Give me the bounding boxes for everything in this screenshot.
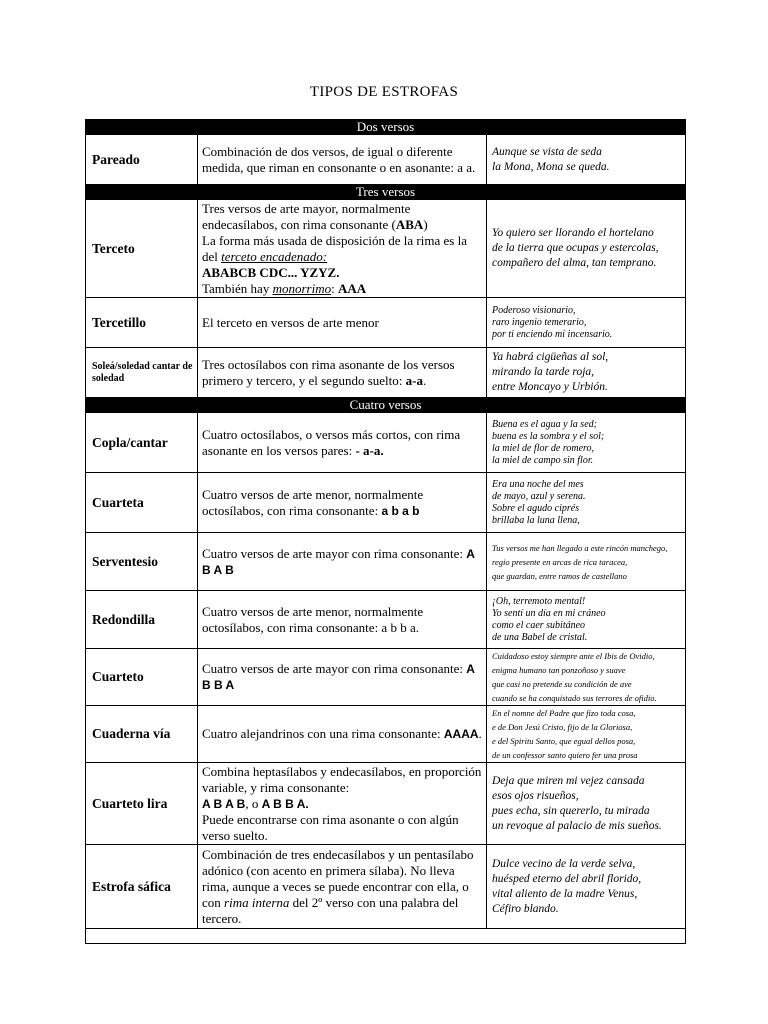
table-row-cuarteto [86, 649, 686, 706]
italic-term: rima interna [224, 894, 290, 910]
example-line: En el nomne del Padre que fizo toda cosa, [492, 708, 636, 718]
stanza-definition [198, 763, 487, 845]
example-line: esos ojos risueños, [492, 789, 579, 802]
rhyme-scheme: A B A B [202, 796, 246, 811]
definition-text: : [331, 280, 338, 296]
rhyme-scheme: AAAA [443, 727, 479, 741]
stanza-definition [198, 473, 487, 533]
stanza-definition [198, 200, 487, 298]
table-row-tercetillo [86, 298, 686, 348]
example-line: Yo quiero ser llorando el hortelano [492, 227, 654, 239]
example-line: enigma humano tan ponzoñoso y suave [492, 665, 626, 675]
stanza-definition [198, 845, 487, 929]
example-line: de la tierra que ocupas y estercolas, [492, 242, 659, 254]
example-line: Poderoso visionario, [492, 304, 576, 316]
example-line: huésped eterno del abril florido, [492, 872, 642, 885]
table-row-pareado [86, 135, 686, 185]
definition-text: . [422, 372, 427, 388]
example-line: Tus versos me han llegado a este rincón manchego, [492, 542, 668, 553]
stanza-example [487, 200, 686, 298]
stanza-definition [198, 413, 487, 473]
example-line: mirando la tarde roja, [492, 366, 595, 378]
table-row-terceto [86, 200, 686, 298]
stanza-name: Estrofa sáfica [86, 845, 198, 929]
stanza-example [487, 533, 686, 591]
stanza-example [487, 298, 686, 348]
section-title: Cuatro versos [86, 398, 686, 413]
example-line: e del Spiritu Santo, que egual dellos posa, [492, 736, 636, 746]
example-line: Deja que miren mi vejez cansada [492, 774, 645, 787]
definition-text: Cuatro octosílabos, o versos más cortos, con rima asonante en los versos pares: [202, 426, 461, 458]
example-line: Dulce vecino de la verde selva, [492, 857, 636, 870]
table-row-empty [86, 929, 686, 944]
table-row-serventesio [86, 533, 686, 591]
rhyme-scheme: A B A B [202, 546, 475, 577]
table-row-redondilla [86, 591, 686, 649]
table-row-cuarteta [86, 473, 686, 533]
definition-text: Combina heptasílabos y endecasílabos, en proporción variable, y rima consonante: [202, 763, 482, 795]
example-line: de un confessor santo quiero fer una prosa [492, 750, 638, 760]
stanza-example [487, 591, 686, 649]
stanza-name: Cuaderna vía [86, 706, 198, 763]
example-line: Era una noche del mes [492, 478, 584, 490]
definition-text: Tres octosílabos con rima asonante de los versos primero y tercero, y el segundo suelto: [202, 356, 455, 388]
definition-text: del 2º verso con una palabra del tercero. [202, 894, 459, 926]
stanza-example [487, 135, 686, 185]
section-header-dos-versos [86, 120, 686, 135]
example-line: pues echa, sin quererlo, tu mirada [492, 804, 650, 817]
example-line: compañero del alma, tan temprano. [492, 257, 657, 269]
stanza-example [487, 845, 686, 929]
definition-text: Tres versos de arte mayor, normalmente endecasílabos, con rima consonante ( [202, 200, 411, 232]
example-line: Cuidadoso estoy siempre ante el Ibis de Ovidio, [492, 651, 655, 661]
example-line: regio presente en arcas de rica taracea, [492, 556, 628, 567]
rhyme-scheme: a-a [405, 372, 423, 388]
rhyme-scheme: AAA [337, 280, 367, 296]
example-line: Céfiro blando. [492, 902, 559, 915]
stanza-definition: El terceto en versos de arte menor [198, 298, 487, 348]
stanza-example [487, 706, 686, 763]
example-line: la miel de flor de romero, [492, 442, 595, 454]
example-line: la Mona, Mona se queda. [492, 160, 610, 173]
rhyme-scheme: a b a b [381, 503, 420, 518]
section-header-cuatro-versos [86, 398, 686, 413]
example-line: la miel de campo sin flor. [492, 454, 594, 466]
stanza-definition: Cuatro versos de arte menor, normalmente octosílabos, con rima consonante: a b b a. [198, 591, 487, 649]
example-line: Yo sentí un día en mi cráneo [492, 607, 606, 619]
example-line: ¡Oh, terremoto mental! [492, 595, 586, 607]
section-header-tres-versos [86, 185, 686, 200]
example-line: buena es la sombra y el sol; [492, 430, 605, 442]
stanza-name: Soleá/soledad cantar de soledad [86, 348, 198, 398]
stanza-example [487, 649, 686, 706]
definition-text: También hay [202, 280, 273, 296]
stanza-name: Redondilla [86, 591, 198, 649]
stanza-example [487, 473, 686, 533]
definition-text: , o [245, 795, 262, 811]
example-line: como el caer subitáneo [492, 619, 586, 631]
example-line: Ya habrá cigüeñas al sol, [492, 351, 609, 363]
stanza-definition [198, 533, 487, 591]
rhyme-scheme: A B B A. [261, 796, 309, 811]
rhyme-scheme: A B B A [202, 662, 475, 692]
definition-text: Combinación de tres endecasílabos y un pentasílabo adónico (con acento en primera sílaba). No lleva rima, aunque a veces se puede encontrar con ella, o con [202, 846, 474, 910]
page-title: TIPOS DE ESTROFAS [309, 84, 459, 100]
example-line: por ti enciendo mi incensario. [492, 328, 613, 340]
stanza-example [487, 763, 686, 845]
example-line: Buena es el agua y la sed; [492, 418, 597, 430]
definition-text: La forma más usada de disposición de la rima es la del [202, 232, 467, 264]
table-row-cuaderna-via [86, 706, 686, 763]
empty-cell [86, 929, 686, 944]
table-row-copla [86, 413, 686, 473]
example-line: de una Babel de cristal. [492, 631, 588, 643]
example-line: brillaba la luna llena, [492, 514, 580, 526]
example-line: cuando se ha conquistado sus terrores de ofidio. [492, 693, 657, 703]
example-line: e de Don Jesú Cristo, fijo de la Gloriosa, [492, 722, 633, 732]
stanza-name: Cuarteto [86, 649, 198, 706]
stanza-table [85, 119, 686, 944]
stanza-name: Terceto [86, 200, 198, 298]
rhyme-scheme: ABABCB CDC... YZYZ. [202, 264, 340, 280]
definition-text: Cuatro versos de arte menor, normalmente octosílabos, con rima consonante: [202, 486, 424, 518]
stanza-name: Cuarteto lira [86, 763, 198, 845]
rhyme-scheme: ABA [395, 216, 424, 232]
example-line: de mayo, azul y serena. [492, 490, 586, 502]
example-line: vital aliento de la madre Venus, [492, 887, 638, 900]
example-line: que casi no pretende su condición de ave [492, 679, 632, 689]
stanza-example [487, 413, 686, 473]
section-title: Dos versos [86, 120, 686, 135]
example-line: un revoque al palacio de mis sueños. [492, 819, 662, 832]
underlined-term: terceto encadenado: [221, 248, 328, 264]
stanza-definition [198, 348, 487, 398]
underlined-term: monorrimo [272, 280, 332, 296]
example-line: entre Moncayo y Urbión. [492, 381, 608, 393]
example-line: Sobre el agudo ciprés [492, 502, 580, 514]
definition-text: . [478, 726, 482, 741]
stanza-definition: Combinación de dos versos, de igual o diferente medida, que riman en consonante o en asonante: a a. [198, 135, 487, 185]
example-line: que guardan, entre ramos de castellano [492, 570, 627, 581]
rhyme-scheme: - a-a. [355, 442, 384, 458]
definition-text: Cuatro alejandrinos con una rima consonante: [202, 726, 444, 741]
example-line: Aunque se vista de seda [492, 145, 602, 158]
table-row-solea [86, 348, 686, 398]
section-title: Tres versos [86, 185, 686, 200]
definition-text: Cuatro versos de arte mayor con rima consonante: [202, 661, 467, 676]
table-row-estrofa-safica [86, 845, 686, 929]
example-line: raro ingenio temerario, [492, 316, 587, 328]
table-row-cuarteto-lira [86, 763, 686, 845]
definition-text: Puede encontrarse con rima asonante o con algún verso suelto. [202, 811, 459, 843]
definition-text: ) [423, 216, 428, 232]
stanza-example [487, 348, 686, 398]
stanza-name: Serventesio [86, 533, 198, 591]
stanza-name: Copla/cantar [86, 413, 198, 473]
stanza-definition [198, 706, 487, 763]
stanza-name: Tercetillo [86, 298, 198, 348]
stanza-name: Pareado [86, 135, 198, 185]
definition-text: Cuatro versos de arte mayor con rima consonante: [202, 545, 467, 561]
stanza-definition [198, 649, 487, 706]
stanza-name: Cuarteta [86, 473, 198, 533]
